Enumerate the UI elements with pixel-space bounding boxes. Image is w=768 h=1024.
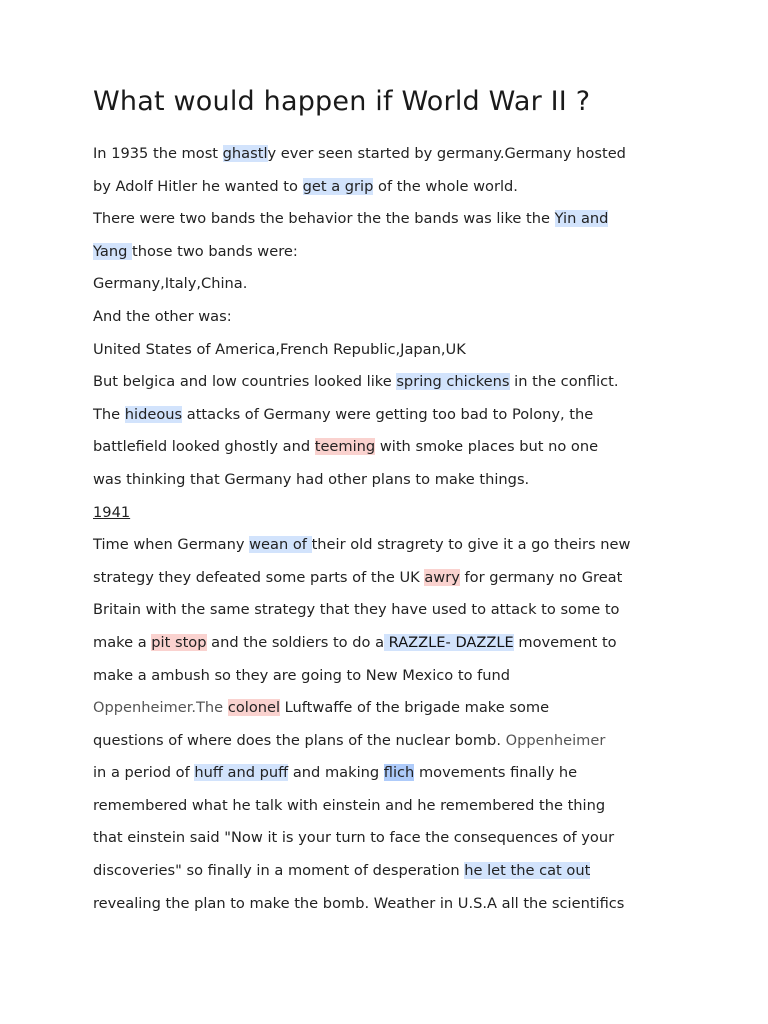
text-segment: strategy they defeated some parts of the UK (93, 568, 425, 586)
text-segment: movement to (513, 633, 617, 651)
text-segment: remembered what he talk with einstein and he remembered the thing (93, 796, 606, 814)
document-title: What would happen if World War II ? (93, 86, 591, 117)
text-segment: battlefield looked ghostly and (93, 438, 315, 456)
text-segment: for germany no Great (459, 568, 623, 586)
text-line (93, 399, 733, 432)
text-line (93, 301, 733, 334)
text-segment: The (93, 405, 125, 423)
text-line (93, 594, 733, 627)
highlighted-phrase: colonel (227, 699, 281, 717)
text-line (93, 334, 733, 367)
text-segment: Oppenheimer (505, 731, 606, 749)
text-segment: those two bands were: (132, 242, 298, 260)
text-line (93, 562, 733, 595)
underlined-heading: 1941 (93, 503, 131, 521)
text-line (93, 431, 733, 464)
text-line (93, 822, 733, 855)
highlighted-phrase: wean of (249, 536, 312, 554)
text-segment: discoveries" so finally in a moment of desperation (93, 862, 465, 880)
text-line (93, 725, 733, 758)
text-segment: attacks of Germany were getting too bad to Polony, the (182, 405, 594, 423)
text-segment: United States of America,French Republic,Japan,UK (93, 340, 466, 358)
text-line (93, 497, 733, 530)
text-segment: revealing the plan to make the bomb. Weather in U.S.A all the scientifics (93, 894, 625, 912)
text-line (93, 757, 733, 790)
text-segment: their old stragrety to give it a go theirs new (311, 536, 631, 554)
text-line (93, 855, 733, 888)
text-line (93, 268, 733, 301)
text-line (93, 790, 733, 823)
highlighted-phrase: he let the cat out (464, 862, 591, 880)
text-segment: and making (288, 764, 384, 782)
text-line (93, 203, 733, 236)
text-segment: was thinking that Germany had other plans to make things. (93, 470, 530, 488)
text-line (93, 464, 733, 497)
text-segment: y ever seen started by germany.Germany hosted (267, 145, 626, 162)
text-line (93, 366, 733, 399)
text-segment: with smoke places but no one (375, 438, 599, 456)
text-segment: Oppenheimer.The (93, 699, 228, 717)
text-segment: In 1935 the most (93, 145, 223, 162)
text-segment: of the whole world. (373, 177, 518, 195)
text-segment: that einstein said "Now it is your turn to face the consequences of your (93, 829, 615, 847)
highlighted-phrase: Yang (93, 242, 132, 260)
text-line (93, 138, 733, 171)
text-segment: But belgica and low countries looked like (93, 373, 397, 391)
highlighted-phrase: teeming (314, 438, 376, 456)
highlighted-phrase: ghastl (222, 145, 268, 162)
text-line (93, 692, 733, 725)
text-segment: Luftwaffe of the brigade make some (280, 699, 550, 717)
text-line (93, 236, 733, 269)
text-segment: Britain with the same strategy that they have used to attack to some to (93, 601, 620, 619)
text-segment: Germany,Italy,China. (93, 275, 248, 293)
highlighted-phrase: pit stop (151, 633, 207, 651)
text-segment: Time when Germany (93, 536, 250, 554)
highlighted-phrase: awry (424, 568, 460, 586)
document-body (93, 138, 733, 920)
text-line (93, 171, 733, 204)
text-segment: and the soldiers to do a (206, 633, 385, 651)
text-line (93, 888, 733, 921)
text-segment: There were two bands the behavior the the bands was like the (93, 210, 555, 228)
highlighted-phrase: spring chickens (396, 373, 510, 391)
highlighted-phrase: RAZZLE- DAZZLE (384, 633, 514, 651)
text-segment: by Adolf Hitler he wanted to (93, 177, 303, 195)
text-segment: questions of where does the plans of the nuclear bomb. (93, 731, 506, 749)
text-line (93, 660, 733, 693)
text-segment: in the conflict. (509, 373, 619, 391)
text-line (93, 627, 733, 660)
text-segment: in a period of (93, 764, 195, 782)
text-segment: make a (93, 633, 152, 651)
highlighted-phrase: get a grip (302, 177, 374, 195)
text-segment: movements finally he (414, 764, 578, 782)
highlighted-phrase: huff and puff (194, 764, 289, 782)
text-segment: make a ambush so they are going to New Mexico to fund (93, 666, 511, 684)
highlighted-phrase: flich (383, 764, 415, 782)
highlighted-phrase: hideous (124, 405, 183, 423)
text-line (93, 529, 733, 562)
text-segment: And the other was: (93, 307, 232, 325)
highlighted-phrase: Yin and (554, 210, 609, 228)
